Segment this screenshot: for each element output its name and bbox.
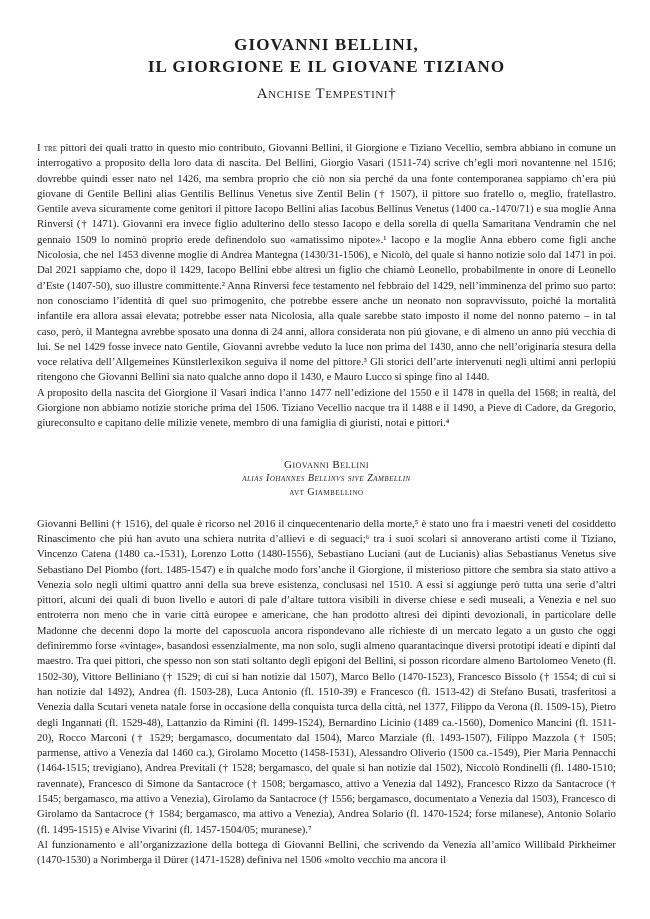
intro-paragraph-1-text: pittori dei quali tratto in questo mio contributo, Giovanni Bellini, il Giorgione e Tiziano Vecellio, sembra abbiano in comune un interrogativo a proposito della loro data di nascita. Del Bellini, Giorgio Vasari (1511-74) scrive ch’egli morì novantenne nel 1516; dovrebbe quindi esser nato nel 1426, ma sembra proprio che ciò non sia perché da una fonte contemporanea sappiamo ch’era piú giovane di Gentile Bellini alias Gentilis Bellinus Venetus sive Zentil Belin († 1507), il pittore suo fratello o, meglio, fratellastro. Gentile aveva sicuramente come genitori il pittore Iacopo Bellini alias Iacobus Bellinus Venetus (1400 ca.-1470/71) e sua moglie Anna Rinversi († 1471). Giovanni era invece figlio adulterino dello stesso Iacopo e della sorella di quella Samaritana Vendramin che nel gennaio 1509 lo nominò proprio erede definendolo suo «amatissimo nipote».¹ Iacopo e la moglie Anna ebbero come figli anche Nicolosia, che nel 1453 divenne moglie di Andrea Mantegna (1430/31-1506), e Nicolò, del quale si hanno notizie solo dal 1471 in poi. Dal 2021 sappiamo che, dopo il 1429, Iacopo Bellini ebbe altresì un figlio che chiamò Leonello, probabilmente in onore di Leonello d’Este (1407-50), suo illustre committente.² Anna Rinversi fece testamento nel febbraio del 1429, nell’imminenza del primo suo parto: non conosciamo l’identità di quel suo primogenito, che potrebbe essere anche un neonato non sopravvissuto, poiché la mortalità infantile era allora assai elevata; potrebbe esser nata Nicolosia, alla quale sarebbe stato imposto il nome del nonno paterno – in tal caso, però, il Mantegna avrebbe sposato una donna di 24 anni, allora considerata non piú giovane, e di almeno un anno piú vecchia di lui. Se nel 1429 fosse invece nato Gentile, Giovanni avrebbe veduto la luce non prima del 1430, anno che nell’originaria stesura della voce relativa dell’Allgemeines Künstlerlexikon seguiva il nome del pittore.³ Gli storici dell’arte intervenuti negli ultimi anni perlopiú ritengono che Giovanni Bellini sia nato qualche anno dopo il 1430, e Mauro Lucco si spinge fino al 1440. xyxy=(37,142,616,384)
drop-word: I tre xyxy=(37,142,57,154)
section-paragraph-1: Giovanni Bellini († 1516), del quale è ricorso nel 2016 il cinquecentenario della morte,⁵ è stato uno fra i maestri veneti del cosiddetto Rinascimento che piú han avuto una schiera nutrita d’allievi e di seguaci;⁶ tra i suoi scolari si annoverano artisti come il Tiziano, Vincenzo Catena (1480 ca.-1531), Lorenzo Lotto (1480-1556), Sebastiano Luciani (aut de Lucianis) alias Sebastianus Venetus sive Sebastiano Del Piombo (fort. 1485-1547) e in qualche modo fors’anche il Giorgione, il misterioso pittore che sembra sia stato attivo a Venezia solo negli ultimi quattro anni della sua breve esistenza, conclusasi nel 1510. A essi si aggiunge però tutta una serie d’altri pittori, alcuni dei quali di buon livello e autori di pale d’altare tuttora visibili in diverse chiese e sedi museali, a Venezia e nel suo entroterra non meno che in varie città europee e americane, che han prodotto altresì dei dipinti devozionali, in particolare delle Madonne che decenni dopo la morte del caposcuola ancora rispondevano alle richieste di un mercato legato a un gusto che oggi definiremmo forse «vintage», basandosi essenzialmente, ma non solo, sugli almeno quarantacinque diversi prototipi ideati e dipinti dal maestro. Tra quei pittori, che spesso non son stati soltanto degli epigoni del Bellini, si posson ricordare almeno Bartolomeo Veneto (fl. 1502-30), Vittore Belliniano († 1529; di cui si han notizie dal 1507), Marco Bello (1470-1523), Francesco Bissolo († 1554; di cui si han notizie dal 1492), Andrea (fl. 1503-28), Luca Antonio (fl. 1510-39) e Francesco (fl. 1513-42) di Stefano Busati, trasferitosi a Venezia dalla Scutari veneta natale forse in occasione della conquista turca della città, nel 1377, Filippo da Verona (fl. 1509-15), Pietro degli Ingannati (fl. 1529-48), Lattanzio da Rimini (fl. 1499-1524), Bernardino Licinio (1489 ca.-1560), Domenico Mancini (fl. 1511-20), Rocco Marconi († 1529; bergamasco, documentato dal 1504), Marco Marziale (fl. 1493-1507), Filippo Mazzola († 1505; parmense, attivo a Venezia dal 1460 ca.), Girolamo Mocetto (1458-1531), Alessandro Oliverio (1500 ca.-1549), Pier Maria Pennacchi (1464-1515; trevigiano), Andrea Previtali († 1528; bergamasco, del quale si han notizie dal 1502), Niccolò Rondinelli (fl. 1480-1510; ravennate), Francesco di Simone da Santacroce († 1508; bergamasco, attivo a Venezia dal 1492), Francesco Rizzo da Santacroce († 1545; bergamasco, ma attivo a Venezia), Girolamo da Santacroce († 1556; bergamasco, documentato a Venezia dal 1503), Francesco di Girolamo da Santacroce († 1584; bergamasco, ma attivo a Venezia), Andrea Solario (fl. 1470-1524; forse milanese), Antonio Solario (fl. 1495-1515) e Alvise Vivarini (fl. 1457-1504/05; muranese).⁷ xyxy=(37,517,616,836)
title-line-2: IL GIORGIONE E IL GIOVANE TIZIANO xyxy=(147,57,506,76)
intro-paragraph-2: A proposito della nascita del Giorgione il Vasari indica l’anno 1477 nell’edizione del 1550 e il 1478 in quella del 1568; in realtà, del Giorgione non abbiamo notizie storiche prima del 1506. Tiziano Vecellio nacque tra il 1488 e il 1490, a Pieve di Cadore, da Gregorio, giureconsulto e capitano delle milizie venete, membro di una famiglia di giuristi, notai e pittori.⁴ xyxy=(37,386,616,430)
section-paragraph-2: Al funzionamento e all’organizzazione della bottega di Giovanni Bellini, che scrivendo da Venezia all’amico Willibald Pirkheimer (1470-1530) a Norimberga il Dürer (1471-1528) definiva nel 1506 «molto vecchio ma ancora il xyxy=(37,838,616,867)
section-heading xyxy=(37,458,616,500)
section-heading-line-2: alias Iohannes Bellinvs sive Zambellin xyxy=(242,472,411,484)
intro-paragraph-1 xyxy=(37,141,616,386)
section-heading-line-1: Giovanni Bellini xyxy=(284,458,369,471)
article-body xyxy=(37,141,616,868)
title-line-1: GIOVANNI BELLINI, xyxy=(234,35,419,54)
section-heading-line-3: avt Giambellino xyxy=(289,486,364,498)
article-title xyxy=(37,34,616,78)
author-name: Anchise Tempestini† xyxy=(256,86,397,102)
